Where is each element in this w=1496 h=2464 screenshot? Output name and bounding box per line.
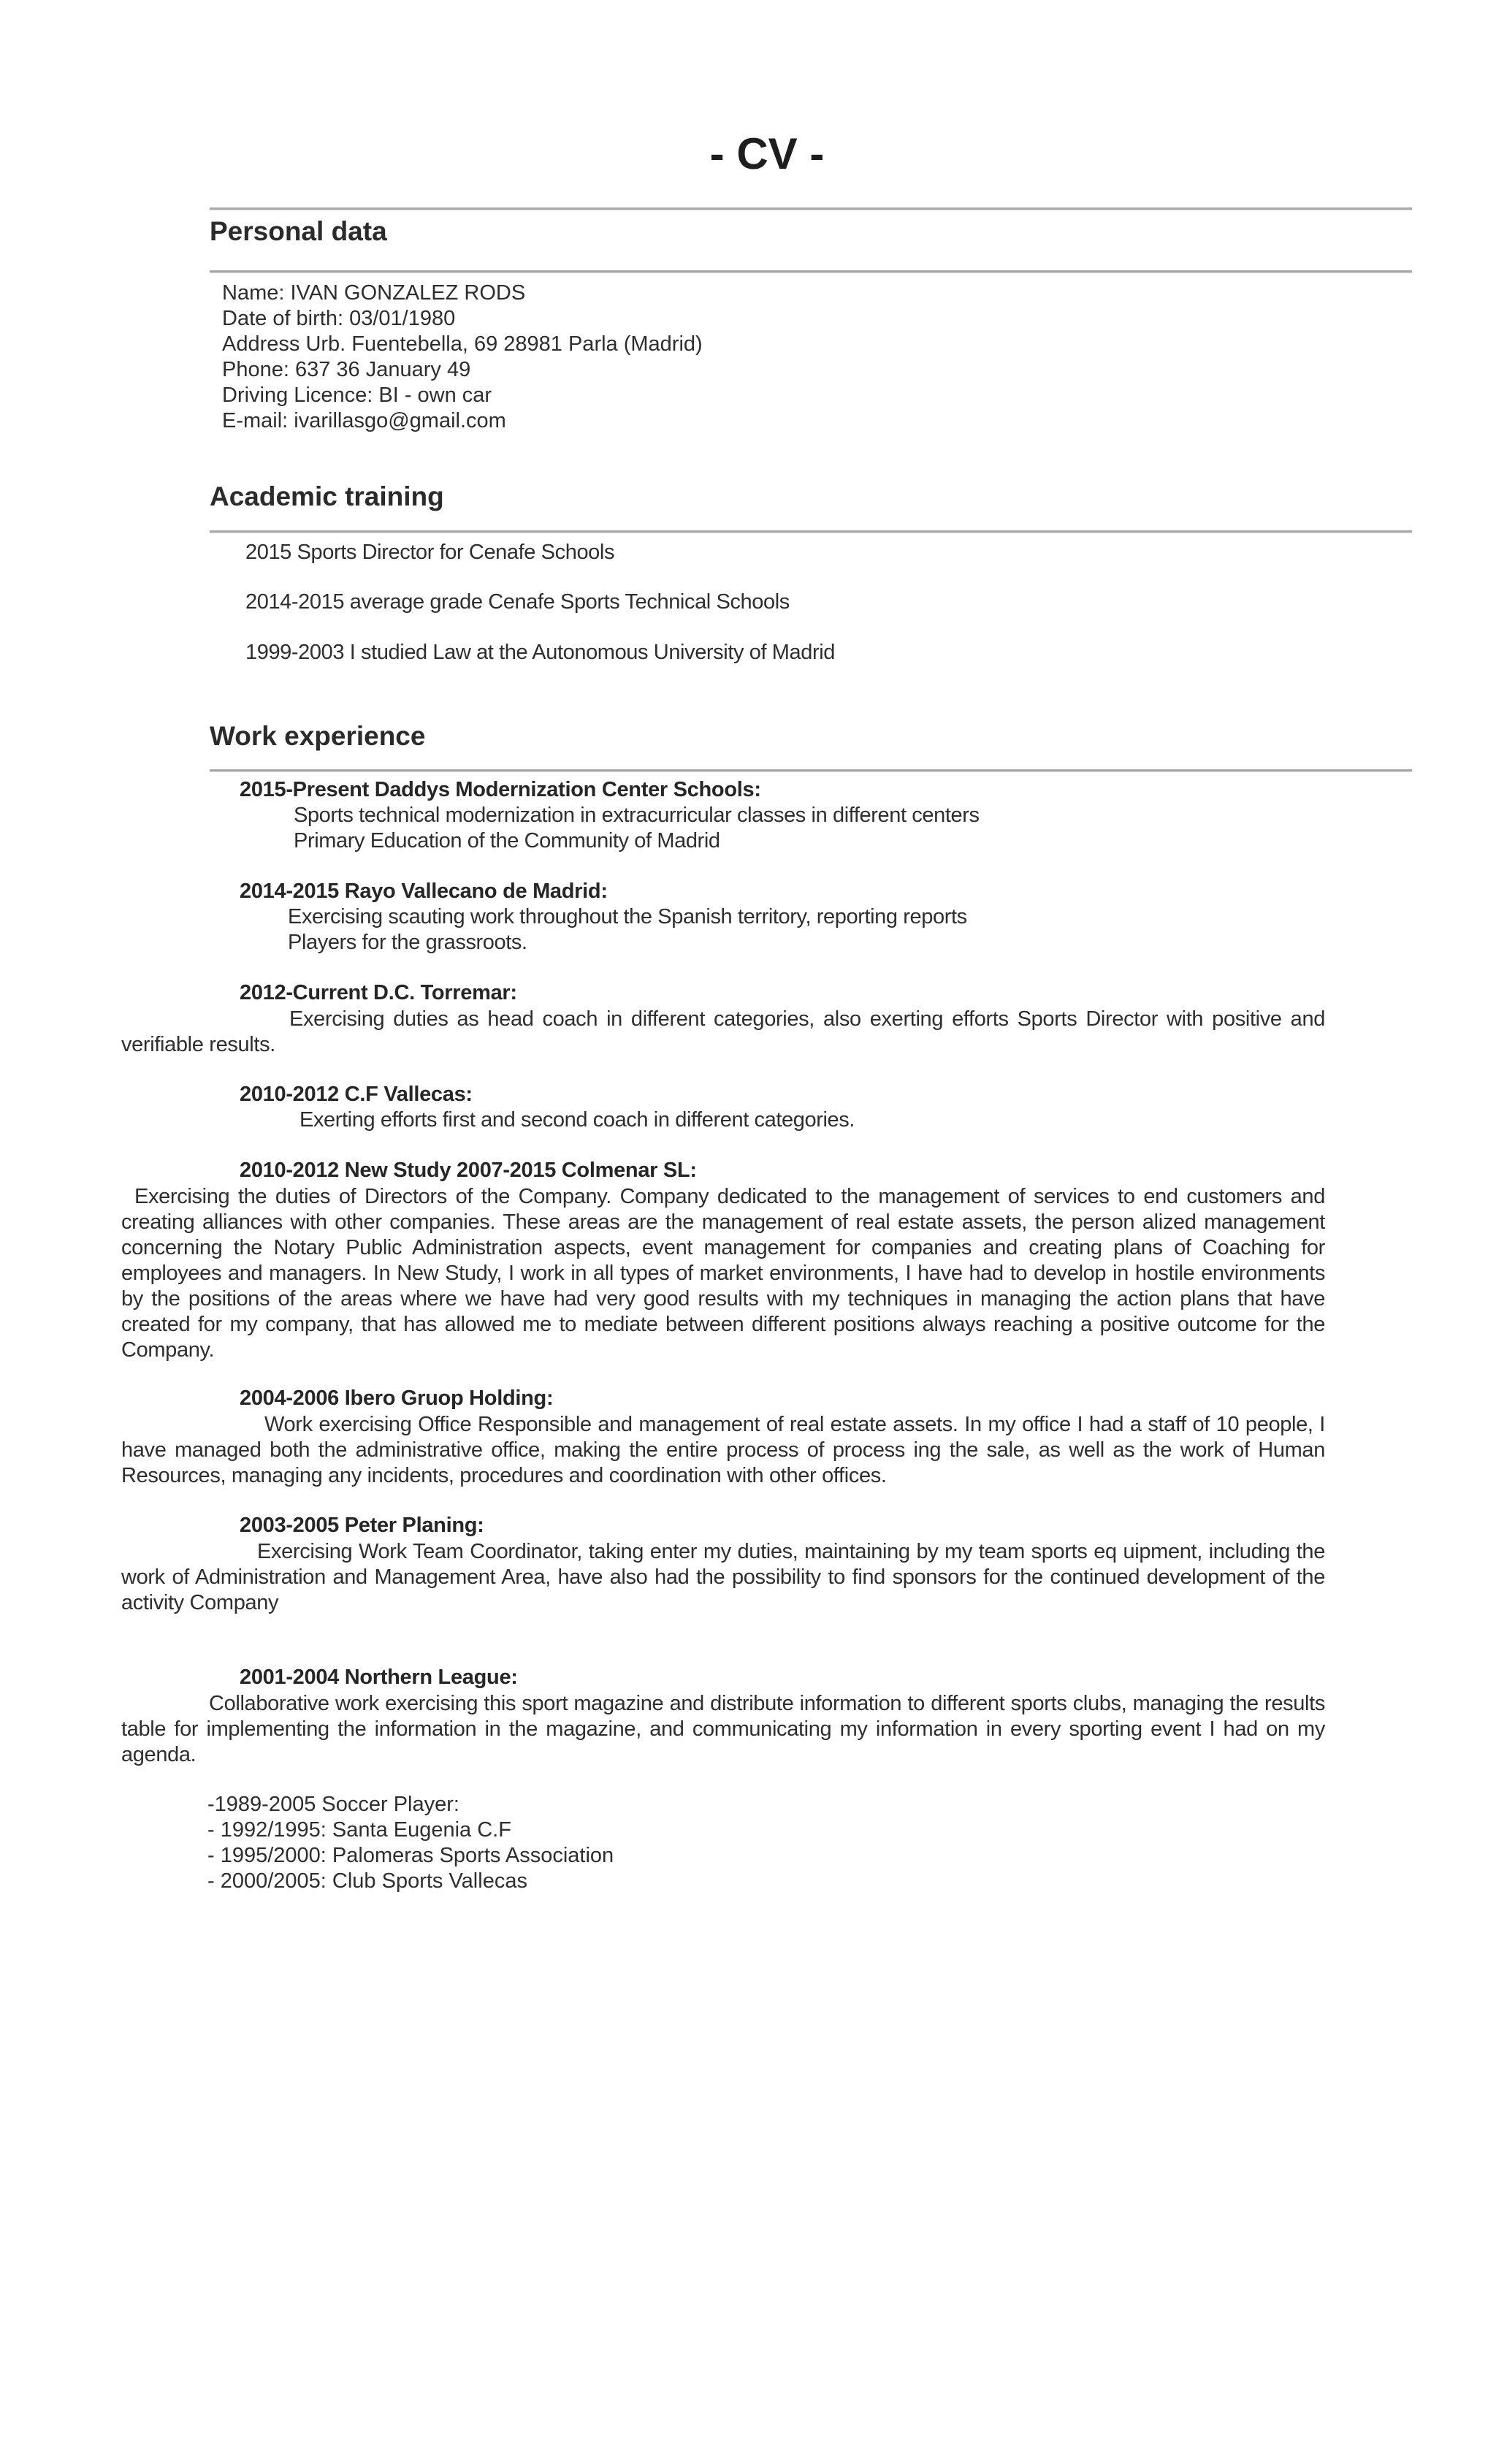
soccer-career-item: - 2000/2005: Club Sports Vallecas	[207, 1869, 527, 1893]
job-description-line: Sports technical modernization in extracurricular classes in different centers	[294, 804, 980, 827]
academic-item: 1999-2003 I studied Law at the Autonomous University of Madrid	[245, 641, 836, 664]
personal-phone: Phone: 637 36 January 49	[222, 358, 471, 381]
job-description: Exercising Work Team Coordinator, taking enter my duties, maintaining by my team sports eq uipment, including the work of Administration and Management Area, have also had the possibility to find sponsors for the continued development of the activity Company	[121, 1540, 1325, 1614]
job-description-line: Exerting efforts first and second coach in different categories.	[299, 1108, 855, 1132]
soccer-career-item: -1989-2005 Soccer Player:	[207, 1793, 459, 1816]
personal-address: Address Urb. Fuentebella, 69 28981 Parla (Madrid)	[222, 332, 703, 356]
personal-driving-licence: Driving Licence: BI - own car	[222, 384, 492, 407]
soccer-career-list	[207, 1792, 614, 1894]
personal-data-divider	[210, 270, 1412, 273]
title-divider	[210, 207, 1412, 210]
personal-name: Name: IVAN GONZALEZ RODS	[222, 281, 526, 305]
personal-birth-date: Date of birth: 03/01/1980	[222, 307, 456, 330]
job-title: 2003-2005 Peter Planing:	[240, 1514, 484, 1537]
soccer-career-item: - 1995/2000: Palomeras Sports Association	[207, 1844, 614, 1867]
job-title: 2010-2012 C.F Vallecas:	[240, 1083, 473, 1106]
job-description: Work exercising Office Responsible and management of real estate assets. In my office I had a staff of 10 people, I have managed both the administrative office, making the entire process of process ing the sale, as well as the work of Human Resources, managing any incidents, procedures and coordination with other offices.	[121, 1413, 1325, 1487]
personal-data-heading: Personal data	[210, 216, 387, 246]
job-title: 2004-2006 Ibero Gruop Holding:	[240, 1387, 554, 1410]
personal-email: E-mail: ivarillasgo@gmail.com	[222, 409, 506, 432]
job-title: 2010-2012 New Study 2007-2015 Colmenar SL:	[240, 1159, 697, 1182]
work-experience-heading: Work experience	[210, 721, 426, 751]
academic-item: 2015 Sports Director for Cenafe Schools	[245, 541, 615, 564]
job-title: 2014-2015 Rayo Vallecano de Madrid:	[240, 880, 608, 903]
job-description: Exercising the duties of Directors of the Company. Company dedicated to the management of services to end customers and creating alliances with other companies. These areas are the management of real estate assets, the person alized management concerning the Notary Public Administration aspects, event management for companies and creating plans of Coaching for employees and managers. In New Study, I work in all types of market environments, I have had to develop in hostile environments by the positions of the areas where we have had very good results with my techniques in managing the action plans that have created for my company, that has allowed me to mediate between different positions always reaching a positive outcome for the Company.	[121, 1185, 1325, 1362]
document-title: - CV -	[709, 129, 825, 178]
academic-training-divider	[210, 530, 1412, 533]
job-description-line: Exercising scauting work throughout the Spanish territory, reporting reports	[288, 905, 967, 928]
work-experience-divider	[210, 769, 1412, 772]
academic-item: 2014-2015 average grade Cenafe Sports Technical Schools	[245, 590, 790, 614]
job-description-line: Players for the grassroots.	[288, 931, 527, 954]
job-description-line: Primary Education of the Community of Madrid	[294, 829, 720, 853]
personal-data-block	[222, 281, 703, 434]
job-title: 2001-2004 Northern League:	[240, 1666, 518, 1689]
job-description: Collaborative work exercising this sport magazine and distribute information to different sports clubs, managing the results table for implementing the information in the magazine, and communicating my information in every sporting event I had on my agenda.	[121, 1692, 1325, 1766]
job-title: 2015-Present Daddys Modernization Center Schools:	[240, 778, 761, 801]
soccer-career-item: - 1992/1995: Santa Eugenia C.F	[207, 1818, 511, 1842]
academic-training-heading: Academic training	[210, 481, 444, 511]
job-description: Exercising duties as head coach in different categories, also exerting efforts Sports Director with positive and verifiable results.	[121, 1007, 1325, 1056]
job-title: 2012-Current D.C. Torremar:	[240, 981, 517, 1004]
